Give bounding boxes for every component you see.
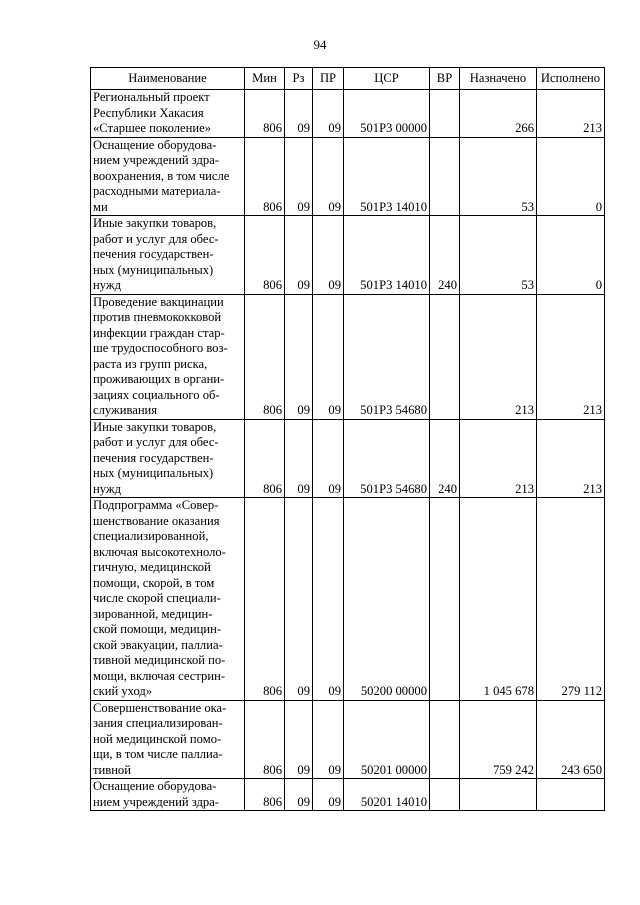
table-body <box>91 90 605 811</box>
cell-rz: 09 <box>285 90 313 138</box>
cell-name-line: Проведение вакцинации <box>93 294 224 309</box>
cell-vr <box>430 137 460 216</box>
cell-name-line: проживающих в органи- <box>93 372 225 386</box>
cell-csr: 501P3 14010 <box>344 137 430 216</box>
cell-name-line: нужд <box>93 278 121 292</box>
table-row <box>91 294 605 419</box>
cell-rz: 09 <box>285 216 313 295</box>
cell-name-line: тивной медицинской по- <box>93 653 226 667</box>
cell-min: 806 <box>245 137 285 216</box>
cell-name-line: тивной <box>93 762 131 777</box>
cell-assigned: 213 <box>460 419 537 498</box>
cell-min: 806 <box>245 419 285 498</box>
cell-name-line: включая высокотехноло- <box>93 544 226 559</box>
page-number: 94 <box>313 37 327 52</box>
cell-name-line: зания специализирован- <box>93 716 223 730</box>
cell-name-line: помощи, скорой, в том <box>93 575 215 590</box>
cell-rz: 09 <box>285 419 313 498</box>
cell-executed: 213 <box>537 419 605 498</box>
cell-vr: 240 <box>430 216 460 295</box>
cell-name-line: Оснащение оборудова- <box>93 137 217 152</box>
table-row <box>91 419 605 498</box>
cell-name-line: против пневмококковой <box>93 310 222 324</box>
cell-assigned: 53 <box>460 216 537 295</box>
cell-name-line: Иные закупки товаров, <box>93 216 217 230</box>
cell-executed: 213 <box>537 90 605 138</box>
table-row <box>91 700 605 779</box>
cell-executed: 213 <box>537 294 605 419</box>
header-pr: ПР <box>313 68 344 90</box>
cell-rz: 09 <box>285 137 313 216</box>
cell-min: 806 <box>245 498 285 701</box>
cell-name-line: Республики Хакасия <box>93 105 204 120</box>
cell-pr: 09 <box>313 419 344 498</box>
cell-csr: 501P3 14010 <box>344 216 430 295</box>
cell-name-line: ми <box>93 199 108 214</box>
cell-csr: 501P3 54680 <box>344 419 430 498</box>
table-row <box>91 779 605 811</box>
cell-name-line: Оснащение оборудова- <box>93 779 217 793</box>
cell-name-line: работ и услуг для обес- <box>93 435 219 449</box>
cell-assigned <box>460 779 537 811</box>
table-row <box>91 137 605 216</box>
cell-vr <box>430 700 460 779</box>
cell-name-line: нием учреждений здра- <box>93 794 220 809</box>
cell-csr: 50201 14010 <box>344 779 430 811</box>
cell-name-line: специализированной, <box>93 529 209 543</box>
cell-rz: 09 <box>285 294 313 419</box>
cell-pr: 09 <box>313 137 344 216</box>
cell-name-line: ше трудоспособного воз- <box>93 341 228 355</box>
header-executed: Исполнено <box>537 68 605 90</box>
cell-name-line: работ и услуг для обес- <box>93 231 219 246</box>
cell-assigned: 266 <box>460 90 537 138</box>
cell-name-line: раста из групп риска, <box>93 356 208 371</box>
cell-name-line: ской эвакуации, паллиа- <box>93 637 223 652</box>
cell-name-line: расходными материала- <box>93 184 221 198</box>
cell-name <box>91 90 245 138</box>
header-min: Мин <box>245 68 285 90</box>
cell-name-line: служивания <box>93 403 158 417</box>
cell-name-line: ский уход» <box>93 684 153 698</box>
cell-pr: 09 <box>313 700 344 779</box>
cell-assigned: 1 045 678 <box>460 498 537 701</box>
cell-name-line: числе скорой специали- <box>93 591 221 605</box>
cell-name-line: шенствование оказания <box>93 513 220 528</box>
cell-name <box>91 498 245 701</box>
cell-min: 806 <box>245 700 285 779</box>
cell-pr: 09 <box>313 779 344 811</box>
cell-name-line: ных (муниципальных) <box>93 262 214 277</box>
cell-name-line: Подпрограмма «Совер- <box>93 498 219 512</box>
cell-executed: 279 112 <box>537 498 605 701</box>
cell-pr: 09 <box>313 498 344 701</box>
cell-name-line: печения государствен- <box>93 247 214 261</box>
cell-name <box>91 419 245 498</box>
cell-min: 806 <box>245 294 285 419</box>
cell-name-line: нужд <box>93 481 121 496</box>
cell-csr: 501P3 54680 <box>344 294 430 419</box>
cell-name-line: мощи, включая сестрин- <box>93 668 226 683</box>
cell-csr: 50200 00000 <box>344 498 430 701</box>
cell-name-line: нием учреждений здра- <box>93 153 220 167</box>
cell-name-line: зациях социального об- <box>93 387 220 402</box>
cell-name-line: Иные закупки товаров, <box>93 419 217 434</box>
cell-pr: 09 <box>313 294 344 419</box>
cell-pr: 09 <box>313 216 344 295</box>
cell-name <box>91 216 245 295</box>
cell-name-line: щи, в том числе паллиа- <box>93 747 223 761</box>
table-header-row <box>91 68 605 90</box>
cell-executed: 0 <box>537 216 605 295</box>
cell-executed: 0 <box>537 137 605 216</box>
cell-vr <box>430 779 460 811</box>
cell-name-line: ской помощи, медицин- <box>93 622 222 636</box>
cell-executed <box>537 779 605 811</box>
cell-vr <box>430 498 460 701</box>
cell-name-line: Совершенствование ока- <box>93 700 227 715</box>
cell-rz: 09 <box>285 498 313 701</box>
cell-rz: 09 <box>285 779 313 811</box>
header-csr: ЦСР <box>344 68 430 90</box>
cell-vr <box>430 294 460 419</box>
header-assigned: Назначено <box>460 68 537 90</box>
cell-name-line: ной медицинской помо- <box>93 731 222 746</box>
cell-name-line: воохранения, в том числе <box>93 168 230 183</box>
table-row <box>91 216 605 295</box>
cell-name-line: зированной, медицин- <box>93 606 213 621</box>
cell-csr: 50201 00000 <box>344 700 430 779</box>
cell-vr: 240 <box>430 419 460 498</box>
header-vr: ВР <box>430 68 460 90</box>
cell-name <box>91 700 245 779</box>
header-rz: Рз <box>285 68 313 90</box>
cell-name <box>91 137 245 216</box>
table-row <box>91 498 605 701</box>
cell-min: 806 <box>245 216 285 295</box>
cell-name-line: гичную, медицинской <box>93 560 211 574</box>
cell-assigned: 213 <box>460 294 537 419</box>
cell-rz: 09 <box>285 700 313 779</box>
cell-assigned: 759 242 <box>460 700 537 779</box>
table-row <box>91 90 605 138</box>
cell-assigned: 53 <box>460 137 537 216</box>
cell-name <box>91 779 245 811</box>
cell-csr: 501P3 00000 <box>344 90 430 138</box>
cell-vr <box>430 90 460 138</box>
budget-table <box>90 67 605 811</box>
cell-executed: 243 650 <box>537 700 605 779</box>
cell-name-line: «Старшее поколение» <box>93 121 211 135</box>
cell-name-line: печения государствен- <box>93 450 214 465</box>
cell-min: 806 <box>245 90 285 138</box>
cell-min: 806 <box>245 779 285 811</box>
cell-name-line: инфекции граждан стар- <box>93 325 225 340</box>
header-name: Наименование <box>91 68 245 90</box>
cell-name-line: ных (муниципальных) <box>93 466 214 480</box>
cell-name-line: Региональный проект <box>93 90 210 104</box>
cell-name <box>91 294 245 419</box>
cell-pr: 09 <box>313 90 344 138</box>
